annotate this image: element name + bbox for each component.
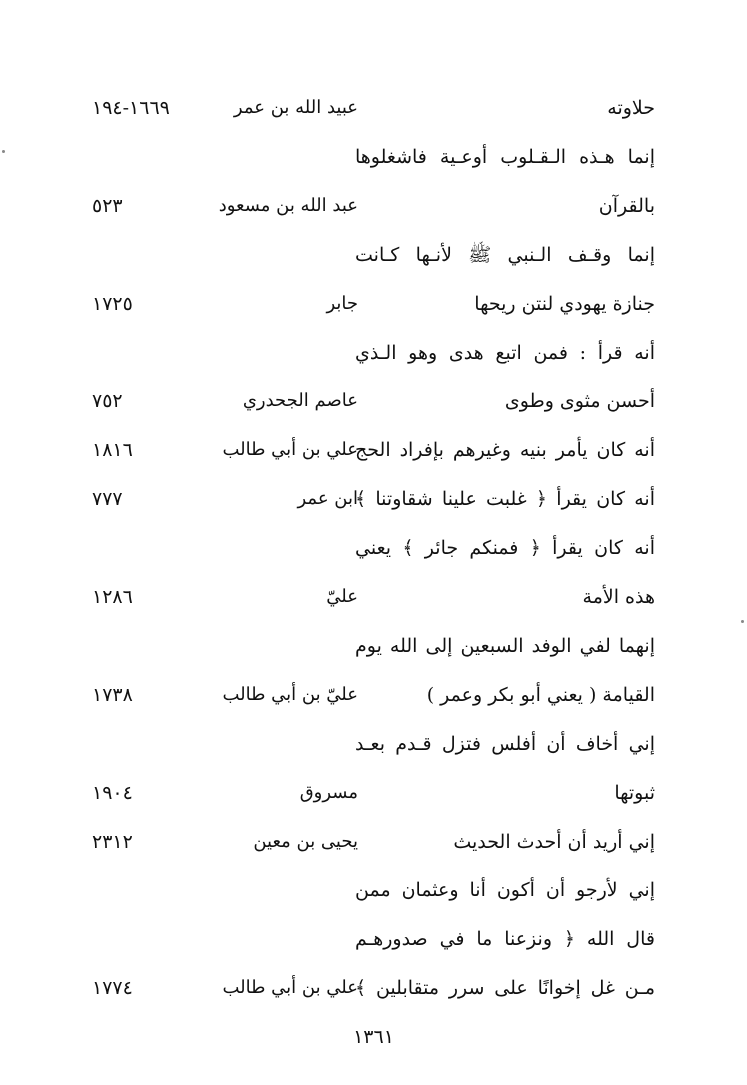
index-row [0,675,747,715]
hadith-number: ١٧٧٤ [92,977,133,1000]
index-row [0,333,747,373]
hadith-number: ٧٥٢ [92,390,123,413]
hadith-text: أنه كان يقرأ ﴿ فمنكم جائر ﴾ يعني [355,537,655,560]
hadith-text: جنازة يهودي لنتن ريحها [474,292,655,315]
narrator-name: مسروق [299,781,358,803]
index-row [0,284,747,324]
scan-edge-mark [741,620,744,623]
hadith-text: حلاوته [607,97,655,119]
narrator-name: علي بن أبي طالب [222,977,358,999]
index-row [0,773,747,813]
index-row [0,724,747,764]
index-row [0,186,747,226]
index-row [0,870,747,910]
index-row [0,137,747,177]
narrator-name: يحيى بن معين [253,830,358,852]
index-row [0,919,747,959]
index-row [0,626,747,666]
index-row [0,968,747,1008]
hadith-number: ١٢٨٦ [92,586,133,608]
hadith-number: ١٧٢٥ [92,292,133,315]
hadith-text: قال الله ﴿ ونزعنا ما في صدورهـم [355,928,655,951]
narrator-name: ابن عمر [297,488,358,510]
index-row [0,88,747,128]
index-row [0,479,747,519]
hadith-text: إنما هـذه الـقـلوب أوعـية فاشغلوها [355,145,655,168]
hadith-text: أحسن مثوى وطوى [504,390,655,413]
index-row [0,430,747,470]
hadith-number: ١٩٠٤ [92,781,133,804]
hadith-text: مـن غل إخوانًا على سرر متقابلين ﴾ [355,977,655,1000]
hadith-number: ٢٣١٢ [92,830,133,853]
narrator-name: علي بن أبي طالب [222,439,358,461]
hadith-text: إنما وقـف الـنبي ﷺ لأنـها كـانت [355,243,655,266]
hadith-text: إنهما لفي الوفد السبعين إلى الله يوم [355,634,655,657]
hadith-text: أنه كان يقرأ ﴿ غلبت علينا شقاوتنا ﴾ [355,488,655,511]
index-row [0,381,747,421]
hadith-number: ١٨١٦ [92,439,133,462]
hadith-number: ٧٧٧ [92,488,123,511]
hadith-text: إني أريد أن أحدث الحديث [453,830,655,853]
hadith-number: ٥٢٣ [92,194,123,217]
hadith-text: ثبوتها [614,781,655,804]
narrator-name: عبيد الله بن عمر [233,97,358,118]
narrator-name: عاصم الجحدري [242,390,358,412]
narrator-name: جابر [326,292,358,314]
hadith-number: ١٧٣٨ [92,683,133,706]
hadith-text: هذه الأمة [582,586,655,608]
hadith-text: إني لأرجو أن أكون أنا وعثمان ممن [355,879,655,902]
index-row [0,577,747,617]
hadith-text: أنه كان يأمر بنيه وغيرهم بإفراد الحج [355,439,655,462]
hadith-text: القيامة ( يعني أبو بكر وعمر ) [426,683,655,706]
index-row [0,235,747,275]
index-row [0,822,747,862]
hadith-text: أنه قرأ : فمن اتبع هدى وهو الـذي [355,341,655,364]
hadith-text: إني أخاف أن أفلس فتزل قـدم بعـد [355,732,655,755]
scan-edge-mark [2,150,5,153]
hadith-number: ١٦٦٩-١٩٤ [92,97,170,119]
index-row [0,528,747,568]
hadith-text: بالقرآن [598,194,655,217]
page-number: ١٣٦١ [353,1026,394,1048]
narrator-name: عبد الله بن مسعود [218,194,358,216]
narrator-name: عليّ [326,586,358,607]
narrator-name: عليّ بن أبي طالب [222,683,358,705]
